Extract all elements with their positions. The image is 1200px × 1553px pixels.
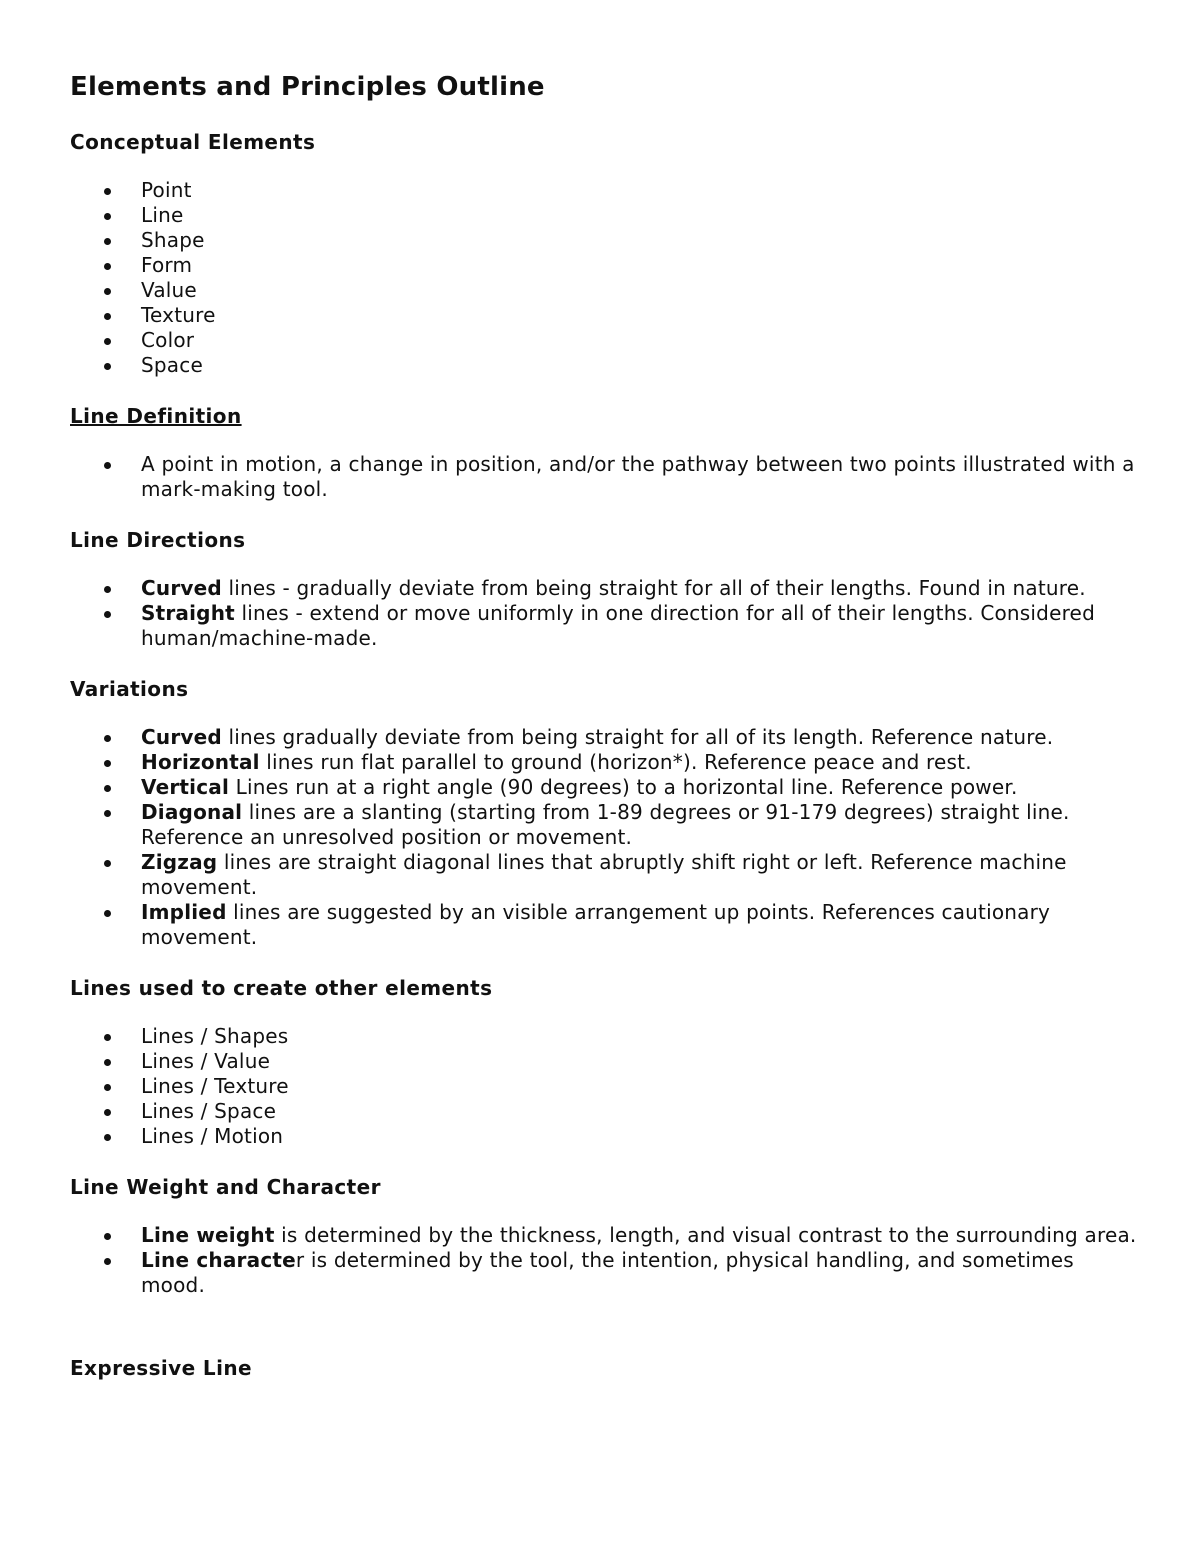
- term: Horizontal: [141, 750, 260, 774]
- list-item: Color: [70, 328, 1140, 353]
- term: Vertical: [141, 775, 230, 799]
- list-item: [70, 1223, 1140, 1248]
- term: Curved: [141, 725, 222, 749]
- list-item: Space: [70, 353, 1140, 378]
- description: lines gradually deviate from being straight for all of its length. Reference nature.: [221, 725, 1054, 749]
- lines-create-list: [70, 1024, 1140, 1149]
- term: Zigzag: [141, 850, 218, 874]
- list-item: Lines / Motion: [70, 1124, 1140, 1149]
- list-item: Shape: [70, 228, 1140, 253]
- term: Diagonal: [141, 800, 243, 824]
- description: lines are straight diagonal lines that abruptly shift right or left. Reference machine movement.: [141, 850, 1067, 899]
- list-item: Lines / Value: [70, 1049, 1140, 1074]
- document-page: [70, 68, 1140, 1382]
- list-item: Form: [70, 253, 1140, 278]
- description: lines are a slanting (starting from 1-89 degrees or 91-179 degrees) straight line. Reference an unresolved position or movement.: [141, 800, 1070, 849]
- document-title: Elements and Principles Outline: [70, 72, 545, 102]
- list-item: Value: [70, 278, 1140, 303]
- description: is determined by the thickness, length, and visual contrast to the surrounding area.: [274, 1223, 1137, 1247]
- lines-create-heading: Lines used to create other elements: [70, 976, 493, 1000]
- term: Curved: [141, 576, 222, 600]
- description: r is determined by the tool, the intention, physical handling, and sometimes mood.: [141, 1248, 1074, 1297]
- list-item: [70, 750, 1140, 775]
- line-directions-list: [70, 576, 1140, 651]
- line-weight-heading: Line Weight and Character: [70, 1175, 381, 1199]
- term: Line characte: [141, 1248, 296, 1272]
- term: Implied: [141, 900, 227, 924]
- description: lines - gradually deviate from being straight for all of their lengths. Found in nature.: [221, 576, 1086, 600]
- list-item: Point: [70, 178, 1140, 203]
- list-item: Lines / Shapes: [70, 1024, 1140, 1049]
- list-item: Lines / Space: [70, 1099, 1140, 1124]
- list-item: [70, 900, 1140, 950]
- conceptual-elements-list: [70, 178, 1140, 378]
- description: Lines run at a right angle (90 degrees) to a horizontal line. Reference power.: [229, 775, 1018, 799]
- term: Line weight: [141, 1223, 275, 1247]
- variations-list: [70, 725, 1140, 950]
- line-definition-list: [70, 452, 1140, 502]
- term: Straight: [141, 601, 235, 625]
- list-item: Lines / Texture: [70, 1074, 1140, 1099]
- list-item: Line: [70, 203, 1140, 228]
- expressive-line-heading: Expressive Line: [70, 1356, 252, 1380]
- line-definition-heading: Line Definition: [70, 404, 242, 428]
- list-item: [70, 775, 1140, 800]
- list-item: [70, 601, 1140, 651]
- list-item: Texture: [70, 303, 1140, 328]
- list-item: A point in motion, a change in position, and/or the pathway between two points illustrated with a mark-making tool.: [70, 452, 1140, 502]
- variations-heading: Variations: [70, 677, 189, 701]
- list-item: [70, 850, 1140, 900]
- description: lines are suggested by an visible arrangement up points. References cautionary movement.: [141, 900, 1051, 949]
- list-item: [70, 725, 1140, 750]
- line-directions-heading: Line Directions: [70, 528, 246, 552]
- line-weight-list: [70, 1223, 1140, 1298]
- list-item: [70, 800, 1140, 850]
- list-item: [70, 1248, 1140, 1298]
- list-item: [70, 576, 1140, 601]
- description: lines - extend or move uniformly in one direction for all of their lengths. Considered human/machine-made.: [141, 601, 1095, 650]
- description: lines run flat parallel to ground (horizon*). Reference peace and rest.: [259, 750, 972, 774]
- conceptual-elements-heading: Conceptual Elements: [70, 130, 316, 154]
